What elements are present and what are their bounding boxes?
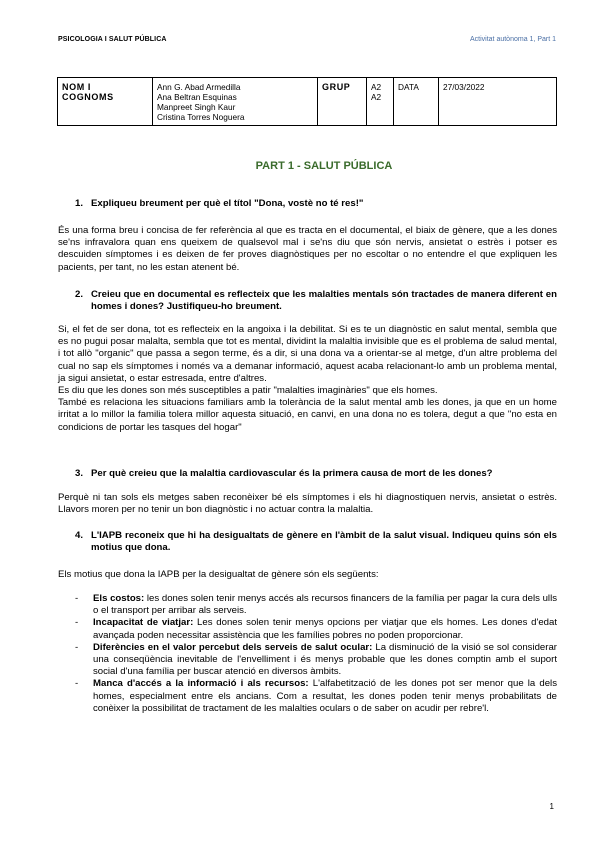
list-item	[75, 593, 557, 617]
header-activity-title: Activitat autònoma 1, Part 1	[470, 36, 556, 43]
question-2	[75, 289, 557, 313]
group-value: A2	[371, 82, 382, 92]
name-label-line-2: COGNOMS	[62, 92, 114, 102]
list-item-text: La disminució de la visió se sol considerar una conseqüència inevitable de l'envelliment i és menys probable que les dones comptin amb el suport social d'una família per buscar atenció en diversos àmbits.	[93, 641, 557, 678]
question-3	[75, 468, 557, 480]
list-item-heading: Els costos:	[93, 593, 145, 604]
list-dash: -	[75, 678, 79, 690]
question-number: 1.	[75, 198, 84, 209]
answer-paragraph: Si, el fet de ser dona, tot es reflecteix en la angoixa i la debilitat. Si es te un diagnòstic en salut mental, sembla que es no pugui posar malalta, sembla que tot es mental, dividint la malaltia invisible que es el problema de salud mental, i tot allò "organic" que passa a segon terme, és a dir, si una dona va a orientar-se al metge, d'un altre problema del cual no sap els símptomes i només va a demanar informació, aquest acaba relacionant-lo amb un problema mental, ja sigui ansietat, o estar estresada, entre d'altres.	[58, 324, 557, 384]
header-course-title: PSICOLOGIA I SALUT PÚBLICA	[58, 36, 167, 43]
student-name: Ann G. Abad Armedilla	[157, 82, 241, 92]
student-name: Cristina Torres Noguera	[157, 112, 245, 122]
list-item	[75, 617, 557, 641]
student-name: Manpreet Singh Kaur	[157, 102, 236, 112]
answer-paragraph: També es relaciona les situacions familiars amb la tolerància de la salut mental amb les dones, ja que en un home irritat a lo millor la familia tolera millor aquesta situació, en canvi, en una dona no es tolera, degut a que "no esta en condicions de portar les tasques del hogar"	[58, 397, 557, 433]
group-value: A2	[371, 92, 382, 102]
question-number: 4.	[75, 530, 84, 541]
list-dash: -	[75, 641, 79, 653]
list-item-text: Les dones solen tenir menys opcions per viatjar que els homes. Les dones d'edat avançada poden necessitar assistència que les famílies pobres no poden proporcionar.	[93, 617, 558, 641]
student-name: Ana Beltran Esquinas	[157, 92, 237, 102]
answer-3: Perquè ni tan sols els metges saben reconèixer bé els símptomes i els hi diagnostiquen nervis, ansietat o estrès. Llavors moren per no tenir un bon diagnòstic i no actuar contra la malaltia.	[58, 492, 557, 516]
date-value-cell: 27/03/2022	[439, 78, 557, 126]
list-item-text: les dones solen tenir menys accés als recursos financers de la família per pagar la cura dels ulls o el transport per arribar als serveis.	[93, 593, 557, 617]
question-1	[75, 198, 557, 210]
list-item-heading: Diferències en el valor percebut dels serveis de salut ocular:	[93, 641, 373, 653]
groups-cell	[367, 78, 394, 126]
answer-2	[58, 324, 557, 434]
question-number: 2.	[75, 289, 84, 300]
name-label-cell	[58, 78, 153, 126]
answer-4-intro: Els motius que dona la IAPB per la desigualtat de gènere són els següents:	[58, 569, 379, 580]
question-number: 3.	[75, 468, 84, 479]
page-number: 1	[549, 802, 554, 811]
list-item-heading: Incapacitat de viatjar:	[93, 617, 194, 629]
section-title: PART 1 - SALUT PÚBLICA	[255, 160, 393, 172]
student-info-table	[57, 77, 557, 126]
question-text: Per què creieu que la malaltia cardiovascular és la primera causa de mort de les dones?	[91, 468, 493, 479]
list-dash: -	[75, 593, 79, 604]
list-item-text: L'alfabetització de les dones pot ser menor que la dels homes, especialment entre els ancians. Com a resultat, les dones poden tenir menys probabilitats de conèixer la possibilitat de tractament de les malalties oculars o de saber on acudir per rebre'l.	[93, 678, 557, 714]
names-cell	[153, 78, 318, 126]
question-text: Creieu que en documental es reflecteix que les malalties mentals són tractades de manera diferent en homes i dones? Justifiqueu-ho breument.	[91, 289, 557, 312]
reasons-list	[75, 593, 557, 715]
group-label-cell: GRUP	[318, 78, 367, 126]
list-dash: -	[75, 617, 79, 629]
list-item	[75, 678, 557, 715]
answer-1: És una forma breu i concisa de fer referència al que es tracta en el documental, el biaix de gènere, que a les dones se'ns infravalora quan ens queixem de qualsevol mal i se'ns diu que són nervis, ansietat o estrès i potser es descuiden símptomes i es deixen de fer proves diagnòstiques per no escoltar o no entendre el que expliquen les pacients, per tant, no les estan atenent bé.	[58, 225, 557, 273]
question-4	[75, 530, 557, 554]
list-item	[75, 642, 557, 679]
question-text: L'IAPB reconeix que hi ha desigualtats de gènere en l'àmbit de la salut visual. Indiqueu quins són els motius que dona.	[91, 530, 557, 553]
question-text: Expliqueu breument per què el títol "Dona, vostè no té res!"	[91, 198, 364, 209]
name-label-line-1: NOM I	[62, 82, 91, 92]
date-label-cell: DATA	[394, 78, 439, 126]
list-item-heading: Manca d'accés a la informació i als recursos:	[93, 678, 309, 690]
answer-paragraph: Es diu que les dones son més susceptibles a patir "malalties imaginàries" que els homes.	[58, 385, 438, 397]
